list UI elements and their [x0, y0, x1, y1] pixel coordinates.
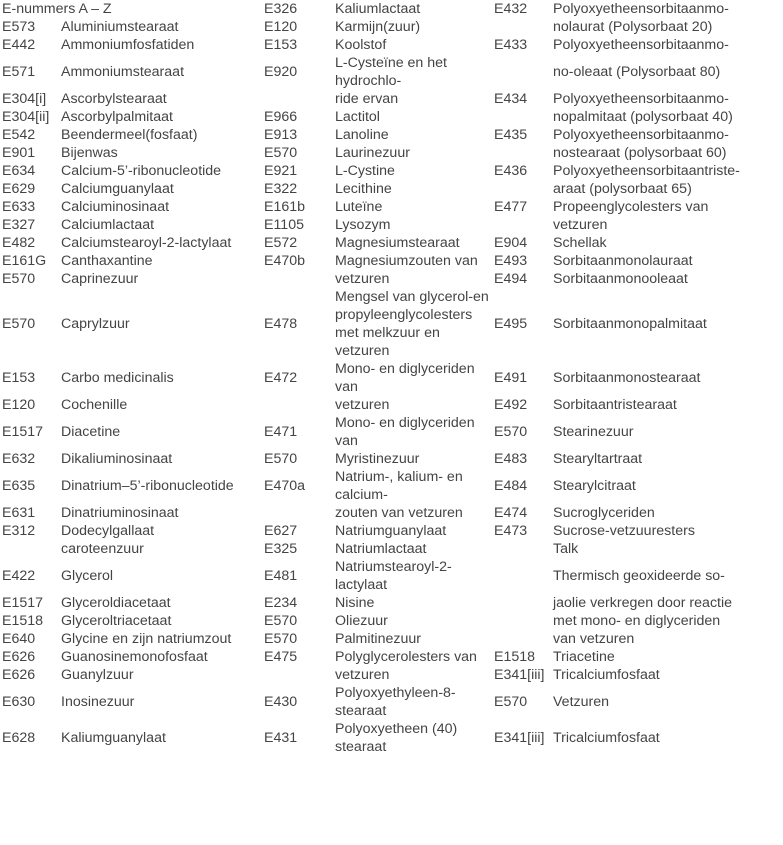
- code-2: E322: [264, 181, 298, 197]
- table-row: [0, 504, 783, 522]
- code-2: [262, 270, 333, 288]
- code-1: E628: [2, 730, 36, 746]
- code-3: [492, 216, 551, 234]
- name-1: Caprylzuur: [61, 316, 130, 332]
- code-3: E341[iii]: [494, 730, 545, 746]
- code-1: E153: [2, 370, 36, 386]
- name-2: Mengsel van glycerol-en propyleenglycolesters met melkzuur en vetzuren: [335, 289, 489, 359]
- name-2: Polyglycerolesters van: [335, 649, 477, 665]
- table-row: [0, 108, 783, 126]
- table-row: [0, 612, 783, 630]
- name-3: no-oleaat (Polysorbaat 80): [553, 64, 721, 80]
- name-3: Polyoxyetheensorbitaantriste-: [553, 163, 740, 179]
- code-3: E491: [494, 370, 528, 386]
- name-1: Calciumstearoyl-2-lactylaat: [61, 235, 232, 251]
- table-row: [0, 144, 783, 162]
- name-2: vetzuren: [335, 397, 390, 413]
- name-3: araat (polysorbaat 65): [553, 181, 692, 197]
- table-row: [0, 396, 783, 414]
- code-3: E433: [494, 37, 528, 53]
- name-1: Guanosinemonofosfaat: [61, 649, 208, 665]
- code-1: E571: [2, 64, 36, 80]
- code-1: E640: [2, 631, 36, 647]
- code-2: E921: [264, 163, 298, 179]
- code-2: E475: [264, 649, 298, 665]
- name-3: Tricalciumfosfaat: [553, 667, 660, 683]
- name-1: Guanylzuur: [61, 667, 134, 683]
- table-row: [0, 90, 783, 108]
- name-2: ride ervan: [335, 91, 399, 107]
- table-row: [0, 18, 783, 36]
- table-row: [0, 450, 783, 468]
- table-row: [0, 630, 783, 648]
- name-2: Karmijn(zuur): [335, 19, 421, 35]
- code-3: E432: [494, 1, 528, 17]
- name-1: Dinatrium–5’-ribonucleotide: [61, 478, 234, 494]
- code-2: E431: [264, 730, 298, 746]
- code-3: E494: [494, 271, 528, 287]
- name-3: nostearaat (polysorbaat 60): [553, 145, 727, 161]
- code-3: [492, 180, 551, 198]
- code-1: E629: [2, 181, 36, 197]
- code-1: E1517: [2, 595, 44, 611]
- name-3: Schellak: [553, 235, 607, 251]
- name-2: Natrium-, kalium- en calcium-: [335, 469, 463, 503]
- name-3: Sucrose-vetzuuresters: [553, 523, 695, 539]
- code-2: E430: [264, 694, 298, 710]
- table-row: [0, 414, 783, 450]
- code-1: E161G: [2, 253, 47, 269]
- name-2: vetzuren: [335, 271, 390, 287]
- name-3: Triacetine: [553, 649, 615, 665]
- name-2: Koolstof: [335, 37, 387, 53]
- name-2: Luteïne: [335, 199, 383, 215]
- code-3: E434: [494, 91, 528, 107]
- name-1: Carbo medicinalis: [61, 370, 174, 386]
- name-1: Dodecylgallaat: [61, 523, 155, 539]
- name-3: Sorbitaanmonostearaat: [553, 370, 701, 386]
- name-3: nolaurat (Polysorbaat 20): [553, 19, 713, 35]
- table-row: [0, 522, 783, 540]
- name-3: Sorbitaanmonopalmitaat: [553, 316, 707, 332]
- code-2: E234: [264, 595, 298, 611]
- table-row: [0, 216, 783, 234]
- code-1: E542: [2, 127, 36, 143]
- code-3: E495: [494, 316, 528, 332]
- table-row: [0, 36, 783, 54]
- code-1: E570: [2, 271, 36, 287]
- code-3: E493: [494, 253, 528, 269]
- table-row: [0, 666, 783, 684]
- code-1: E634: [2, 163, 36, 179]
- table-row: [0, 234, 783, 252]
- name-1: Ascorbylpalmitaat: [61, 109, 173, 125]
- name-3: Thermisch geoxideerde so-: [553, 568, 725, 584]
- code-2: E627: [264, 523, 298, 539]
- code-2: [262, 666, 333, 684]
- code-3: E570: [494, 424, 528, 440]
- name-1: Cochenille: [61, 397, 128, 413]
- name-2: Mono- en diglyceriden van: [335, 415, 475, 449]
- name-3: van vetzuren: [553, 631, 635, 647]
- name-1: Glycine en zijn natriumzout: [61, 631, 232, 647]
- name-3: Sorbitaanmonolauraat: [553, 253, 693, 269]
- code-1: E573: [2, 19, 36, 35]
- code-2: E470a: [264, 478, 306, 494]
- code-3: [492, 612, 551, 630]
- name-3: Tricalciumfosfaat: [553, 730, 660, 746]
- name-1: Dikaliuminosinaat: [61, 451, 173, 467]
- table-row: [0, 594, 783, 612]
- code-3: E436: [494, 163, 528, 179]
- code-2: E153: [264, 37, 298, 53]
- code-3: E570: [494, 694, 528, 710]
- code-3: E477: [494, 199, 528, 215]
- name-2: Magnesiumstearaat: [335, 235, 460, 251]
- code-2: E966: [264, 109, 298, 125]
- table-row: [0, 198, 783, 216]
- name-1: caroteenzuur: [61, 541, 144, 557]
- name-1: Ascorbylstearaat: [61, 91, 167, 107]
- name-3: vetzuren: [553, 217, 608, 233]
- code-3: E484: [494, 478, 528, 494]
- name-2: L-Cystine: [335, 163, 395, 179]
- name-2: Laurinezuur: [335, 145, 410, 161]
- code-1: E632: [2, 451, 36, 467]
- code-2: E570: [264, 451, 298, 467]
- name-3: Propeenglycolesters van: [553, 199, 709, 215]
- code-2: [262, 90, 333, 108]
- code-2: E472: [264, 370, 298, 386]
- code-2: [262, 396, 333, 414]
- code-2: E161b: [264, 199, 306, 215]
- name-3: Vetzuren: [553, 694, 610, 710]
- code-2: E1105: [264, 217, 304, 233]
- code-2: [262, 504, 333, 522]
- code-1: E631: [2, 505, 36, 521]
- code-3: E341[iii]: [494, 667, 545, 683]
- name-1: Calcium-5’-ribonucleotide: [61, 163, 222, 179]
- code-1: E120: [2, 397, 36, 413]
- table-row: [0, 270, 783, 288]
- name-2: Nisine: [335, 595, 375, 611]
- code-1: E635: [2, 478, 36, 494]
- name-3: jaolie verkregen door reactie: [553, 595, 733, 611]
- name-1: Ammoniumfosfatiden: [61, 37, 195, 53]
- code-2: E913: [264, 127, 298, 143]
- code-2: E470b: [264, 253, 306, 269]
- name-1: Aluminiumstearaat: [61, 19, 179, 35]
- code-3: [492, 540, 551, 558]
- code-3: E435: [494, 127, 528, 143]
- table-title: E-nummers A – Z: [2, 1, 112, 17]
- code-3: E492: [494, 397, 528, 413]
- name-2: Natriumstearoyl-2-lactylaat: [335, 559, 452, 593]
- name-3: Polyoxyetheensorbitaanmo-: [553, 1, 729, 17]
- name-2: Natriumlactaat: [335, 541, 427, 557]
- name-1: Canthaxantine: [61, 253, 153, 269]
- code-3: E473: [494, 523, 528, 539]
- code-3: [492, 54, 551, 90]
- name-2: Myristinezuur: [335, 451, 420, 467]
- code-3: [492, 558, 551, 594]
- code-1: E570: [2, 316, 36, 332]
- name-3: Stearylcitraat: [553, 478, 636, 494]
- code-1: E482: [2, 235, 36, 251]
- code-2: E570: [264, 613, 298, 629]
- name-3: met mono- en diglyceriden: [553, 613, 721, 629]
- table-row: [0, 162, 783, 180]
- name-2: Lactitol: [335, 109, 380, 125]
- name-2: Lysozym: [335, 217, 391, 233]
- name-1: Glyceroldiacetaat: [61, 595, 171, 611]
- name-2: Palmitinezuur: [335, 631, 421, 647]
- code-2: E570: [264, 631, 298, 647]
- code-2: E120: [264, 19, 298, 35]
- code-3: E474: [494, 505, 528, 521]
- name-2: Kaliumlactaat: [335, 1, 421, 17]
- name-1: Diacetine: [61, 424, 121, 440]
- code-1: E312: [2, 523, 36, 539]
- name-3: Sorbitaantristearaat: [553, 397, 677, 413]
- name-2: zouten van vetzuren: [335, 505, 463, 521]
- name-3: Sucroglyceriden: [553, 505, 655, 521]
- name-1: Calciumlactaat: [61, 217, 155, 233]
- name-1: Ammoniumstearaat: [61, 64, 185, 80]
- code-1: E1518: [2, 613, 44, 629]
- code-3: [492, 18, 551, 36]
- table-row: [0, 126, 783, 144]
- code-3: E483: [494, 451, 528, 467]
- name-3: Sorbitaanmonooleaat: [553, 271, 688, 287]
- name-3: Talk: [553, 541, 579, 557]
- name-2: Lecithine: [335, 181, 392, 197]
- code-2: E481: [264, 568, 298, 584]
- code-3: [492, 594, 551, 612]
- name-2: Mono- en diglyceriden van: [335, 361, 475, 395]
- table-row: [0, 360, 783, 396]
- code-3: [492, 630, 551, 648]
- code-1: E626: [2, 649, 36, 665]
- code-3: [492, 144, 551, 162]
- name-1: Glycerol: [61, 568, 114, 584]
- table-row: [0, 648, 783, 666]
- table-row: [0, 252, 783, 270]
- code-2: E478: [264, 316, 298, 332]
- name-1: Beendermeel(fosfaat): [61, 127, 198, 143]
- code-1: E630: [2, 694, 36, 710]
- table-row: [0, 180, 783, 198]
- name-2: Polyoxyetheen (40) stearaat: [335, 721, 458, 755]
- name-1: Caprinezuur: [61, 271, 139, 287]
- name-3: Stearinezuur: [553, 424, 634, 440]
- table-row: [0, 720, 783, 756]
- code-1: E1517: [2, 424, 44, 440]
- code-1: E633: [2, 199, 36, 215]
- code-2: E325: [264, 541, 298, 557]
- table-row: [0, 54, 783, 90]
- table-row: [0, 0, 783, 18]
- code-1: E327: [2, 217, 36, 233]
- code-2: E920: [264, 64, 298, 80]
- name-3: nopalmitaat (polysorbaat 40): [553, 109, 733, 125]
- code-1: E626: [2, 667, 36, 683]
- name-3: Polyoxyetheensorbitaanmo-: [553, 37, 729, 53]
- name-1: Bijenwas: [61, 145, 118, 161]
- code-2: E572: [264, 235, 298, 251]
- name-1: Calciumguanylaat: [61, 181, 174, 197]
- name-3: Polyoxyetheensorbitaanmo-: [553, 127, 729, 143]
- name-2: Natriumguanylaat: [335, 523, 447, 539]
- name-3: Polyoxyetheensorbitaanmo-: [553, 91, 729, 107]
- table-row: [0, 540, 783, 558]
- code-2: E471: [264, 424, 298, 440]
- code-3: [492, 108, 551, 126]
- name-3: Stearyltartraat: [553, 451, 643, 467]
- code-1: E442: [2, 37, 36, 53]
- code-1: E901: [2, 145, 36, 161]
- name-1: Inosinezuur: [61, 694, 135, 710]
- name-1: Calciuminosinaat: [61, 199, 170, 215]
- name-1: Kaliumguanylaat: [61, 730, 166, 746]
- name-2: Magnesiumzouten van: [335, 253, 478, 269]
- code-2: E326: [264, 1, 298, 17]
- table-row: [0, 558, 783, 594]
- code-1: E304[ii]: [2, 109, 50, 125]
- name-2: Lanoline: [335, 127, 389, 143]
- table-row: [0, 684, 783, 720]
- code-1: E304[i]: [2, 91, 47, 107]
- name-2: Polyoxyethyleen-8-stearaat: [335, 685, 456, 719]
- name-2: vetzuren: [335, 667, 390, 683]
- name-1: Dinatriuminosinaat: [61, 505, 179, 521]
- name-1: Glyceroltriacetaat: [61, 613, 172, 629]
- name-2: Oliezuur: [335, 613, 388, 629]
- table-row: [0, 468, 783, 504]
- code-1: E422: [2, 568, 36, 584]
- code-3: E904: [494, 235, 528, 251]
- code-3: E1518: [494, 649, 536, 665]
- name-2: L-Cysteïne en het hydrochlo-: [335, 55, 447, 89]
- code-2: E570: [264, 145, 298, 161]
- table-row: [0, 288, 783, 360]
- code-1: [0, 540, 59, 558]
